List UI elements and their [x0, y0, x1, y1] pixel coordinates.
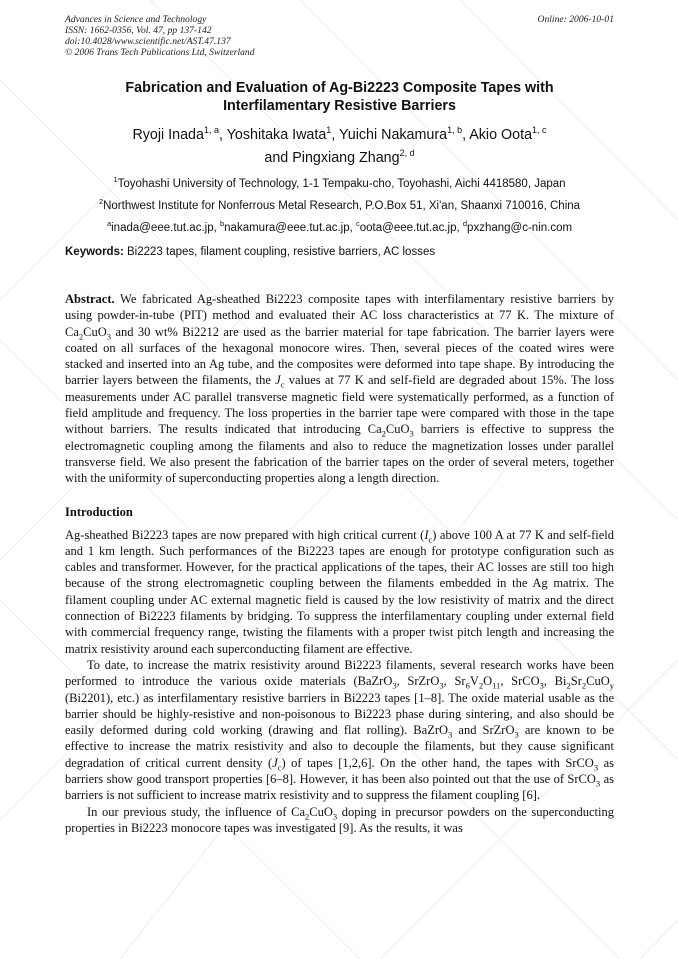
abstract-text: and 30 wt% Bi2212 are used as the barrier material for tape fabrication. The barrier layers were coated on all surfaces of the hexagonal monocore wires. Then, several pieces of the coated wires were stacked and inserted into an Ag tube, and the composites were deformed into tape shape. By introducing the barrier layers between the filaments, the: [65, 324, 614, 388]
subscript: c: [280, 379, 285, 390]
journal-doi: doi:10.4028/www.scientific.net/AST.47.137: [65, 36, 231, 47]
subscript: 3: [539, 680, 544, 691]
email-separator: ,: [349, 222, 357, 234]
author-affiliation-mark: 2, d: [399, 148, 415, 159]
intro-paragraph-2: [65, 657, 614, 804]
email-address: nakamura@eee.tut.ac.jp: [224, 222, 350, 234]
paragraph-text: as barriers is not sufficient to increase matrix resistivity and to suppress the filament coupling [6].: [65, 772, 614, 803]
author-affiliation-mark: 1: [326, 125, 332, 136]
paragraph-text: as barriers show good transport properties [6–8]. However, it has been also pointed out that the use of SrCO: [65, 755, 614, 787]
paragraph-text: V: [469, 674, 479, 689]
author-line2: [65, 147, 614, 170]
email-list: [65, 217, 614, 239]
paragraph-text: In our previous study, the influence of Ca: [87, 804, 306, 819]
affiliation-2: [65, 195, 614, 217]
email-mark: d: [462, 219, 468, 229]
subscript: c: [277, 762, 282, 773]
affiliation-text: Northwest Institute for Nonferrous Metal Research, P.O.Box 51, Xi'an, Shaanxi 710016, China: [103, 200, 581, 212]
email-separator: ,: [456, 222, 463, 234]
subscript: 3: [106, 331, 112, 342]
author-line1: [65, 124, 614, 147]
journal-name: Advances in Science and Technology: [65, 14, 207, 25]
subscript: 3: [332, 811, 338, 822]
author-name: Yoshitaka Iwata: [226, 127, 327, 143]
abstract-text: barriers is effective to suppress the electromagnetic coupling among the filaments and also to reduce the magnetization losses under parallel transverse field. We also present the fabrication of the barrier tapes on the order of several meters, together with the uniformity of superconducting properties along a length direction.: [65, 422, 614, 486]
subscript: c: [428, 534, 433, 545]
subscript: 2: [478, 680, 484, 691]
email-mark: b: [219, 219, 225, 229]
affiliation-mark: 2: [98, 197, 104, 207]
author-name: Ryoji Inada: [132, 127, 204, 143]
subscript: 6: [465, 680, 470, 691]
author-separator: ,: [331, 127, 339, 143]
subscript: y: [609, 680, 614, 691]
abstract-text: CuO: [83, 324, 107, 339]
subscript: 3: [514, 729, 519, 740]
affiliation-text: Toyohashi University of Technology, 1-1 Tempaku-cho, Toyohashi, Aichi 4418580, Japan: [117, 178, 566, 190]
abstract: [65, 291, 614, 487]
author-affiliation-mark: 1, a: [203, 125, 219, 136]
paragraph-text: , Sr: [443, 674, 466, 689]
affiliation-mark: 1: [113, 175, 118, 185]
paragraph-text: , Bi: [543, 674, 567, 689]
section-heading-introduction: Introduction: [65, 504, 133, 519]
author-name: Yuichi Nakamura: [339, 127, 448, 143]
paper-title-line1: Fabrication and Evaluation of Ag-Bi2223 Composite Tapes with: [125, 80, 554, 96]
author-affiliation-mark: 1, c: [532, 125, 547, 136]
paper-page: [65, 14, 614, 836]
subscript: 2: [581, 680, 587, 691]
symbol: J: [272, 755, 278, 770]
paragraph-text: doping in precursor powders on the superconducting properties in Bi2223 monocore tapes was investigated [9]. As the results, it was: [65, 804, 614, 835]
paper-title-line2: Interfilamentary Resistive Barriers: [223, 98, 456, 114]
paragraph-text: (Bi2201), etc.) as interfilamentary resistive barriers in Bi2223 tapes [1–8]. The oxide material usable as the barrier should be highly-resistive and non-poisonous to Bi2223 phase during sintering, and also should be easily deformed during cold working (drawing and flat rolling). BaZrO: [65, 690, 614, 738]
symbol: I: [424, 527, 429, 542]
email-address: oota@eee.tut.ac.jp: [359, 222, 457, 234]
email-separator: ,: [213, 222, 220, 234]
subscript: 2: [381, 428, 386, 439]
paper-title: [65, 79, 614, 115]
paragraph-text: CuO: [586, 674, 610, 689]
keywords: [65, 246, 614, 258]
paragraph-text: are known to be effective to increase the matrix resistivity and also to decouple the filaments, but they cause significant degradation of critical current density (: [65, 723, 614, 770]
abstract-text: values at 77 K and self-field are degraded about 15%. The loss measurements under AC parallel transverse magnetic field were systematically performed, as a function of field amplitude and frequency. The loss properties in the barrier tape were compared with those in the tape without barriers. The results indicated that introducing Ca: [65, 373, 615, 437]
subscript: 2: [78, 331, 84, 342]
intro-paragraph-3: [65, 804, 614, 837]
abstract-text: CuO: [385, 422, 410, 437]
subscript: 3: [448, 729, 453, 740]
email-mark: a: [106, 219, 112, 229]
journal-copyright: © 2006 Trans Tech Publications Ltd, Switzerland: [65, 47, 255, 58]
email-address: inada@eee.tut.ac.jp: [111, 222, 214, 234]
keywords-label: Keywords:: [65, 246, 124, 258]
keywords-text: Bi2223 tapes, filament coupling, resistive barriers, AC losses: [127, 246, 436, 258]
symbol: J: [275, 373, 281, 388]
journal-issn: ISSN: 1662-0356, Vol. 47, pp 137-142: [65, 25, 212, 36]
paragraph-text: To date, to increase the matrix resistivity around Bi2223 filaments, several research works have been performed to introduce the various oxide materials (BaZrO: [65, 657, 614, 689]
subscript: 3: [439, 680, 444, 691]
author-separator: ,: [462, 127, 470, 143]
paragraph-text: Sr: [570, 674, 582, 689]
author-name: Akio Oota: [469, 127, 533, 143]
paragraph-text: , SrZrO: [396, 674, 440, 689]
intro-paragraph-1: [65, 527, 614, 657]
email-mark: c: [356, 219, 360, 229]
paragraph-text: Ag-sheathed Bi2223 tapes are now prepared with high critical current (: [65, 527, 425, 542]
affiliation-1: [65, 173, 614, 195]
author-affiliation-mark: 1, b: [447, 125, 463, 136]
subscript: 3: [593, 762, 599, 773]
online-date: Online: 2006-10-01: [537, 14, 614, 25]
abstract-label: Abstract.: [65, 292, 115, 306]
paragraph-text: , SrCO: [500, 674, 540, 689]
author-list: [65, 124, 614, 170]
subscript: 3: [595, 778, 601, 789]
subscript: 2: [305, 811, 310, 822]
subscript: 3: [409, 428, 414, 439]
paragraph-text: ) above 100 A at 77 K and self-field and 1 km length. Such performances of the Bi2223 tapes are enough for prototype configuration such as cables and transformer. However, for the practical applications of the tapes, their AC losses are still too high because of the strong electromagnetic coupling between the filaments embedded in the Ag matrix. The filament coupling under AC external magnetic field is caused by the low resistivity of matrix and the direct connection of Bi2223 filaments by bridging. To suppress the interfilamentary coupling under external field with commercial frequency range, twisting the filaments with a proper twist pitch length and increasing the matrix resistivity around each superconducting filament are effective.: [65, 527, 614, 656]
paragraph-text: and SrZrO: [452, 723, 515, 738]
journal-header: [65, 14, 614, 58]
author-name: Pingxiang Zhang: [292, 150, 400, 166]
author-separator: ,: [218, 127, 227, 143]
paragraph-text: ) of tapes [1,2,6]. On the other hand, the tapes with SrCO: [281, 755, 594, 770]
paragraph-text: O: [483, 674, 493, 689]
abstract-text: We fabricated Ag-sheathed Bi2223 composite tapes with interfilamentary resistive barriers by using powder-in-tube (PIT) method and evaluated their AC loss characteristics at 77 K. The mixture of Ca: [65, 292, 615, 339]
paragraph-text: CuO: [309, 804, 333, 819]
subscript: 3: [392, 680, 397, 691]
author-conjunction: and: [264, 150, 289, 166]
subscript: 2: [566, 680, 571, 691]
subscript: 11: [492, 680, 501, 691]
email-address: pxzhang@c-nin.com: [467, 222, 573, 234]
